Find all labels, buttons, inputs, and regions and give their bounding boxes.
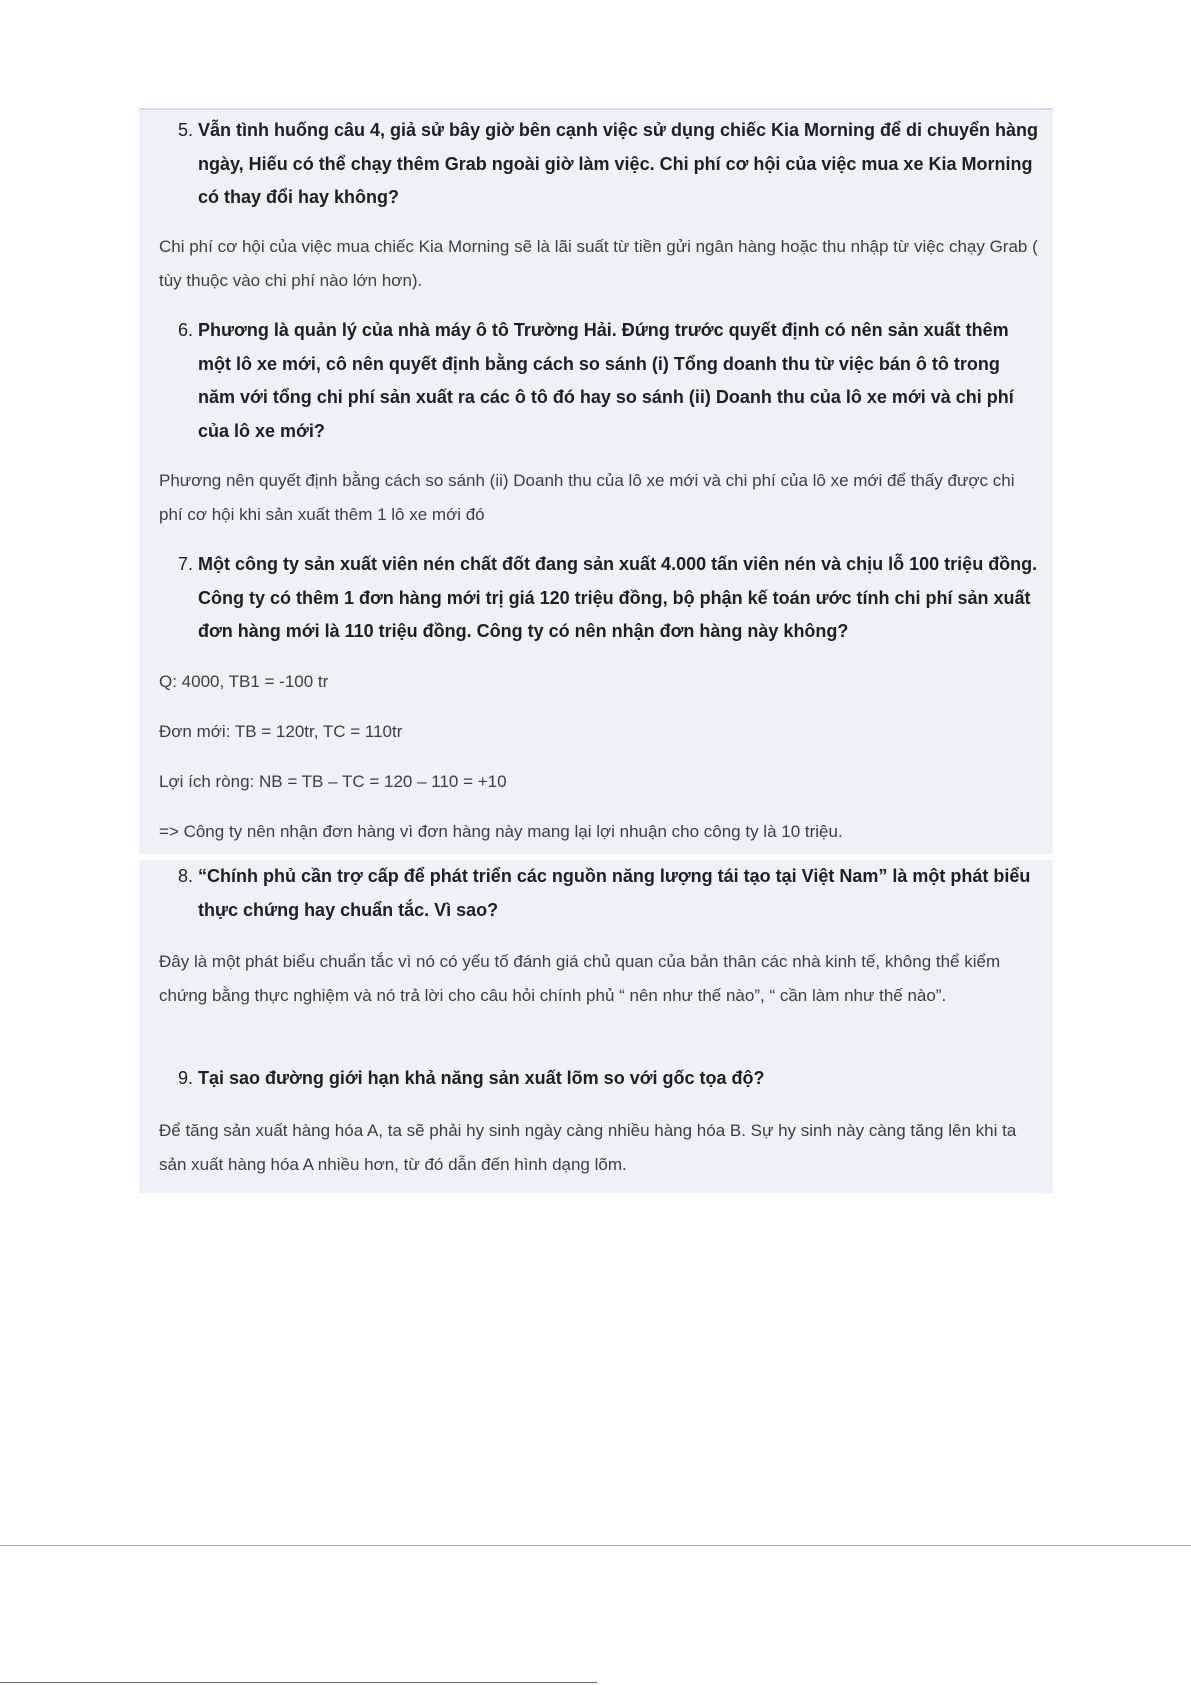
answer-6: Phương nên quyết định bằng cách so sánh (ii) Doanh thu của lô xe mới và chi phí của lô xe mới để thấy được chi phí cơ hội khi sản xuất thêm 1 lô xe mới đó [159,471,1015,524]
question-9 [178,1062,1038,1096]
question-7 [178,548,1038,649]
answer-7-line-4: => Công ty nên nhận đơn hàng vì đơn hàng này mang lại lợi nhuận cho công ty là 10 triệu. [159,822,843,841]
question-6 [178,314,1038,448]
answer-9: Để tăng sản xuất hàng hóa A, ta sẽ phải hy sinh ngày càng nhiều hàng hóa B. Sự hy sinh này càng tăng lên khi ta sản xuất hàng hóa A nhiều hơn, từ đó dẫn đến hình dạng lõm. [159,1121,1017,1174]
answer-7-line-1: Q: 4000, TB1 = -100 tr [159,672,329,691]
question-text: Phương là quản lý của nhà máy ô tô Trường Hải. Đứng trước quyết định có nên sản xuất thêm một lô xe mới, cô nên quyết định bằng cách so sánh (i) Tổng doanh thu từ việc bán ô tô trong năm với tổng chi phí sản xuất ra các ô tô đó hay so sánh (ii) Doanh thu của lô xe mới và chi phí của lô xe mới? [198,320,1014,441]
answer-7-line-3: Lợi ích ròng: NB = TB – TC = 120 – 110 = +10 [159,772,507,791]
question-number: 9. [178,1068,194,1088]
footnote-divider [0,1682,597,1683]
answer-5: Chi phí cơ hội của việc mua chiếc Kia Morning sẽ là lãi suất từ tiền gửi ngân hàng hoặc thu nhập từ việc chạy Grab ( tùy thuộc vào chi phí nào lớn hơn). [159,237,1038,290]
question-text: Vẫn tình huống câu 4, giả sử bây giờ bên cạnh việc sử dụng chiếc Kia Morning để di chuyển hàng ngày, Hiếu có thể chạy thêm Grab ngoài giờ làm việc. Chi phí cơ hội của việc mua xe Kia Morning có thay đổi hay không? [198,120,1038,207]
question-text: “Chính phủ cần trợ cấp để phát triển các nguồn năng lượng tái tạo tại Việt Nam” là một phát biểu thực chứng hay chuẩn tắc. Vì sao? [198,866,1031,920]
qa-panel-1 [139,108,1053,854]
question-number: 7. [178,554,194,574]
answer-7-line-2: Đơn mới: TB = 120tr, TC = 110tr [159,722,403,741]
question-number: 5. [178,120,194,140]
footer-divider [0,1545,1191,1546]
question-8 [178,860,1038,927]
question-text: Tại sao đường giới hạn khả năng sản xuất lõm so với gốc tọa độ? [198,1068,765,1088]
question-text: Một công ty sản xuất viên nén chất đốt đang sản xuất 4.000 tấn viên nén và chịu lỗ 100 triệu đồng. Công ty có thêm 1 đơn hàng mới trị giá 120 triệu đồng, bộ phận kế toán ước tính chi phí sản xuất đơn hàng mới là 110 triệu đồng. Công ty có nên nhận đơn hàng này không? [198,554,1038,641]
qa-panel-2 [139,860,1053,1193]
question-5 [178,114,1038,215]
question-number: 6. [178,320,194,340]
question-number: 8. [178,866,194,886]
answer-8: Đây là một phát biểu chuẩn tắc vì nó có yếu tố đánh giá chủ quan của bản thân các nhà kinh tế, không thể kiểm chứng bằng thực nghiệm và nó trả lời cho câu hỏi chính phủ “ nên như thế nào”, “ cần làm như thế nào”. [159,952,1001,1005]
